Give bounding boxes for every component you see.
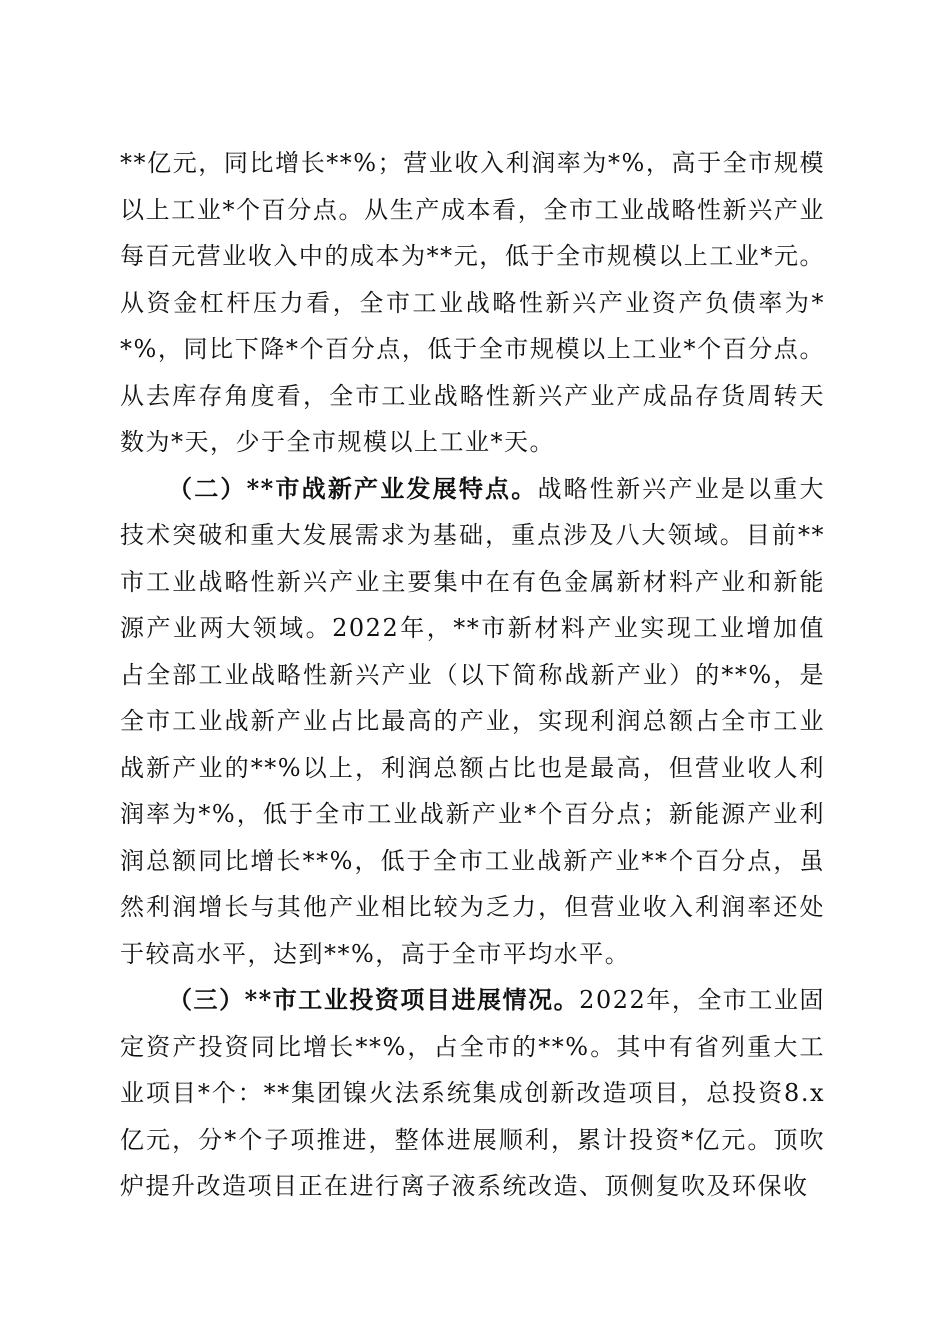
section-2-heading: （二）**市战新产业发展特点。 [168, 473, 538, 503]
paragraph-continued [120, 140, 825, 466]
section-3-body: 2022年，全市工业固定资产投资同比增长**%，占全市的**%。其中有省列重大工业项目*个：**集团镍火法系统集成创新改造项目，总投资8.x亿元，分*个子项推进，整体进展顺利，累计投资*亿元。顶吹炉提升改造项目正在进行离子液系统改造、顶侧复吹及环保收 [120, 986, 825, 1200]
paragraph-section-3 [120, 977, 825, 1210]
paragraph-section-2 [120, 466, 825, 978]
section-2-body: 战略性新兴产业是以重大技术突破和重大发展需求为基础，重点涉及八大领域。目前**市工业战略性新兴产业主要集中在有色金属新材料产业和新能源产业两大领域。2022年，**市新材料产业实现工业增加值占全部工业战略性新兴产业（以下简称战新产业）的**%，是全市工业战新产业占比最高的产业，实现利润总额占全市工业战新产业的**%以上，利润总额占比也是最高，但营业收人利润率为*%，低于全市工业战新产业*个百分点；新能源产业利润总额同比增长**%，低于全市工业战新产业**个百分点，虽然利润增长与其他产业相比较为乏力，但营业收入利润率还处于较高水平，达到**%，高于全市平均水平。 [120, 474, 826, 968]
document-body [120, 140, 825, 1210]
section-3-heading: （三）**市工业投资项目进展情况。 [168, 985, 580, 1014]
paragraph-1-body: **亿元，同比增长**%；营业收入利润率为*%，高于全市规模以上工业*个百分点。从生产成本看，全市工业战略性新兴产业每百元营业收入中的成本为**元，低于全市规模以上工业*元。从资金杠杆压力看，全市工业战略性新兴产业资产负债率为**%，同比下降*个百分点，低于全市规模以上工业*个百分点。从去库存角度看，全市工业战略性新兴产业产成品存货周转天数为*天，少于全市规模以上工业*天。 [120, 149, 825, 456]
